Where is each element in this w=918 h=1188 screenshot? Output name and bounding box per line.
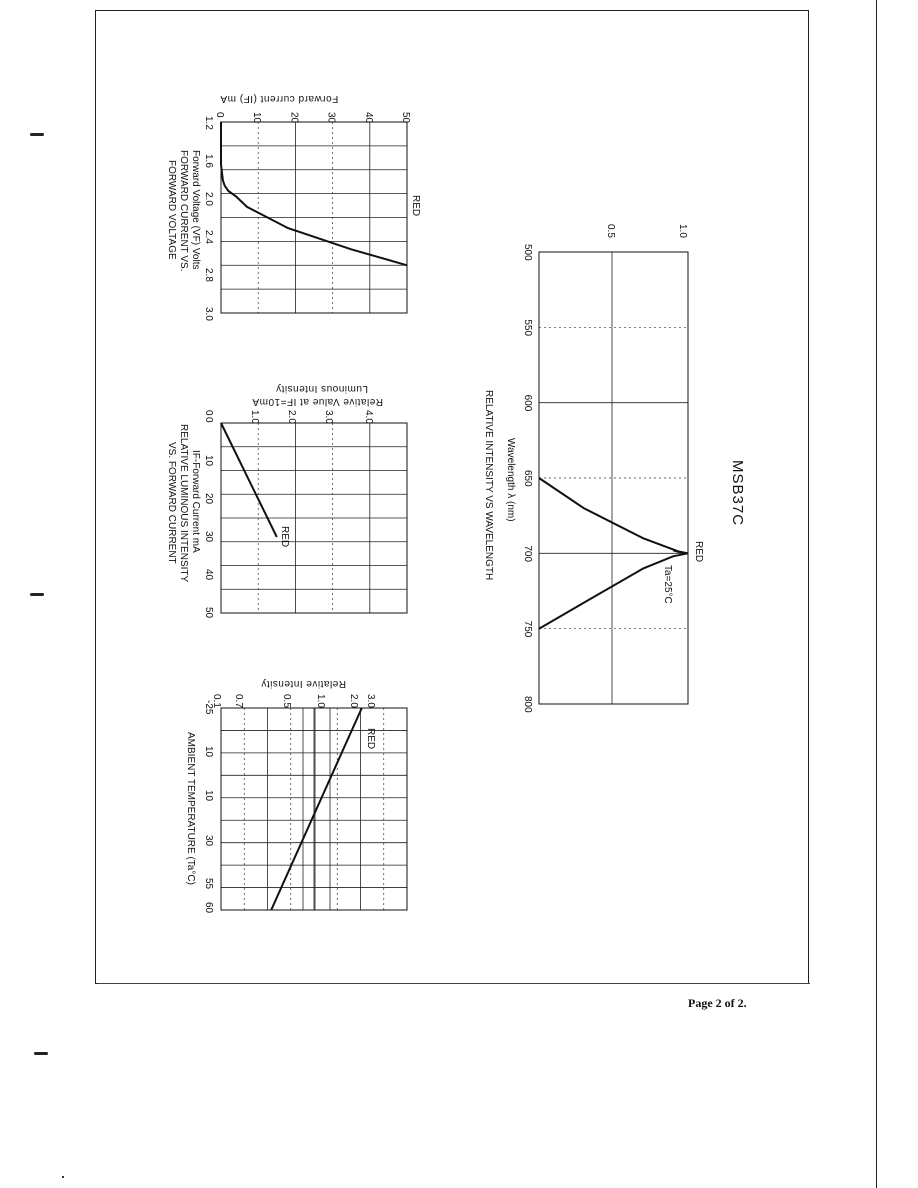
- tick-label: 3.0: [365, 694, 376, 708]
- tick-label: 0.5: [605, 224, 616, 238]
- tick-label: 20: [288, 112, 300, 124]
- axis-label: Wavelength λ (nm): [505, 438, 516, 522]
- tick-label: 1.0: [315, 694, 326, 708]
- tick-label: 40: [362, 112, 374, 124]
- chart-title: Luminous Intensity: [275, 383, 368, 394]
- chart-forward-current: [166, 93, 421, 321]
- tick-label: 2.4: [203, 230, 214, 244]
- tick-label: 10: [203, 746, 214, 758]
- series-label: RED: [365, 728, 376, 750]
- tick-label: 55: [203, 878, 214, 890]
- tick-label: 1.0: [249, 410, 260, 424]
- axis-label: Forward Voltage (VF) Volts: [190, 150, 201, 270]
- chart-caption: IF-Forward Current mA: [190, 450, 201, 553]
- tick-label: 30: [203, 835, 214, 847]
- chart-caption: FORWARD CURRENT VS.: [178, 150, 189, 272]
- tick-label: 40: [203, 569, 214, 581]
- chart-luminous-intensity: [166, 383, 407, 619]
- page-number: Page 2 of 2.: [688, 996, 747, 1010]
- tick-label: 750: [522, 620, 533, 638]
- tick-label: 0: [203, 410, 214, 416]
- tick-label: 2.0: [348, 694, 359, 708]
- tick-label: -25: [203, 700, 214, 715]
- annotation-label: Ta=25°C: [662, 565, 673, 604]
- tick-label: 500: [522, 244, 533, 261]
- tick-label: 700: [522, 545, 533, 563]
- series-label: RED: [279, 526, 290, 548]
- chart-title: Relative Intensity: [260, 678, 346, 689]
- tick-label: 3.0: [203, 307, 214, 321]
- chart-grid: [221, 708, 407, 910]
- chart-relative-intensity-wavelength: [483, 224, 746, 713]
- tick-label: 0.7: [233, 694, 244, 708]
- tick-label: 3.0: [323, 410, 334, 424]
- tick-label: 0: [214, 112, 225, 118]
- tick-label: 0.5: [281, 694, 292, 708]
- chart-grid: [221, 122, 407, 313]
- chart-grid: [539, 252, 688, 704]
- tick-label: 30: [203, 531, 214, 543]
- chart-title: MSB37C: [729, 460, 746, 527]
- tick-label: 1.0: [677, 224, 688, 238]
- tick-label: 10: [203, 455, 214, 467]
- tick-label: 50: [400, 112, 411, 124]
- axis-label: AMBIENT TEMPERATURE (Ta°C): [185, 732, 196, 885]
- tick-label: 2.0: [286, 410, 297, 424]
- tick-label: 650: [522, 470, 533, 487]
- chart-relative-intensity-temperature: [185, 678, 407, 914]
- series-label: RED: [693, 541, 704, 563]
- tick-label: 10: [251, 112, 263, 124]
- chart-title: Relative Value at IF=10mA: [252, 396, 383, 407]
- tick-label: 2.0: [203, 192, 214, 206]
- tick-label: 800: [522, 696, 533, 713]
- tick-label: 0: [203, 417, 214, 423]
- tick-label: 4.0: [363, 410, 374, 424]
- tick-label: 600: [522, 394, 533, 412]
- chart-caption: FORWARD VOLTAGE: [166, 160, 177, 260]
- tick-label: 2.8: [203, 268, 214, 282]
- chart-caption: RELATIVE INTENSITY VS WAVELENGTH: [483, 390, 494, 581]
- tick-label: 50: [203, 607, 214, 619]
- chart-title: Forward current (IF) mA: [220, 93, 339, 104]
- tick-label: 0.1: [211, 694, 222, 708]
- chart-grid: [221, 423, 407, 613]
- tick-label: 550: [522, 319, 533, 337]
- series-label: RED: [410, 195, 421, 217]
- chart-caption: RELATIVE LUMINOUS INTENSITY: [178, 424, 189, 583]
- tick-label: 20: [203, 493, 214, 505]
- tick-label: 1.2: [203, 116, 214, 130]
- tick-label: 10: [203, 790, 214, 802]
- chart-caption: VS. FORWARD CURRENT: [166, 442, 177, 564]
- tick-label: 1.6: [203, 154, 214, 168]
- tick-label: 60: [203, 902, 214, 914]
- series-line: [221, 423, 277, 537]
- tick-label: 30: [325, 112, 337, 124]
- series-line: [271, 708, 362, 910]
